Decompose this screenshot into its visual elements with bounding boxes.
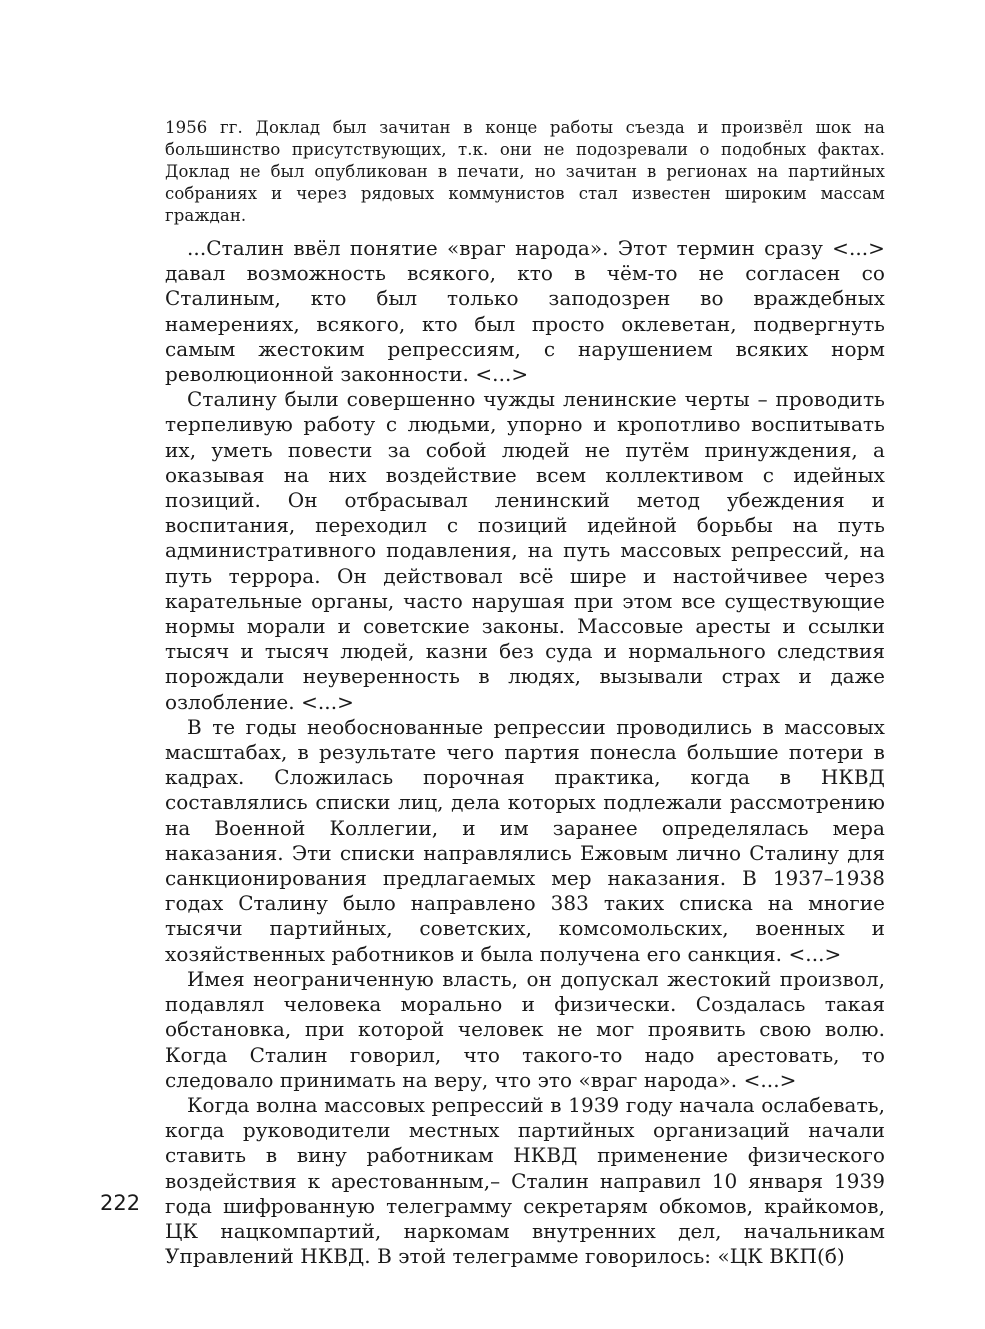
body-paragraph-3: В те годы необоснованные репрессии проводились в массовых масштабах, в результате чего партия понесла большие потери в кадрах. Сложилась порочная практика, когда в НКВД составлялись списки лиц, дела которых подлежали рассмотрению на Военной Коллегии, и им заранее определялась мера наказания. Эти списки направлялись Ежовым лично Сталину для санкционирования предлагаемых мер наказания. В 1937–1938 годах Сталину было направлено 383 таких списка на многие тысячи партийных, советских, комсомольских, военных и хозяйственных работников и была получена его санкция. <...> [165,714,885,966]
body-paragraph-1: ...Сталин ввёл понятие «враг народа». Этот термин сразу <...> давал возможность всякого, кто в чём-то не согласен со Сталиным, кто был только заподозрен во враждебных намерениях, всякого, кто был просто оклеветан, подвергнуть самым жестоким репрессиям, с нарушением всяких норм революционной законности. <...> [165,236,885,387]
body-paragraph-4: Имея неограниченную власть, он допускал жестокий произвол, подавлял человека морально и физически. Создалась такая обстановка, при которой человек не мог проявить свою волю. Когда Сталин говорил, что такого-то надо арестовать, то следовало принимать на веру, что это «враг народа». <...> [165,966,885,1092]
body-paragraph-2: Сталину были совершенно чужды ленинские черты – проводить терпеливую работу с людьми, упорно и кропотливо воспитывать их, уметь повести за собой людей не путём принуждения, а оказывая на них воздействие всем коллективом с идейных позиций. Он отбрасывал ленинский метод убеждения и воспитания, переходил с позиций идейной борьбы на путь административного подавления, на путь массовых репрессий, на путь террора. Он действовал всё шире и настойчивее через карательные органы, часто нарушая при этом все существующие нормы морали и советские законы. Массовые аресты и ссылки тысяч и тысяч людей, казни без суда и нормального следствия порождали неуверенность в людях, вызывали страх и даже озлобление. <...> [165,387,885,714]
intro-paragraph: 1956 гг. Доклад был зачитан в конце работы съезда и произвёл шок на большинство присутствующих, т.к. они не подозревали о подобных фактах. Доклад не был опубликован в печати, но зачитан в регионах на партийных собраниях и через рядовых коммунистов стал известен широким массам граждан. [165,118,885,225]
body-paragraph-5: Когда волна массовых репрессий в 1939 году начала ослабевать, когда руководители местных партийных организаций начали ставить в вину работникам НКВД применение физического воздействия к арестованным,– Сталин направил 10 января 1939 года шифрованную телеграмму секретарям обкомов, крайкомов, ЦК нацкомпартий, наркомам внутренних дел, начальникам Управлений НКВД. В этой телеграмме говорилось: «ЦК ВКП(б) [165,1092,885,1269]
quoted-text-block [165,236,885,1269]
page-number: 222 [100,1191,141,1215]
